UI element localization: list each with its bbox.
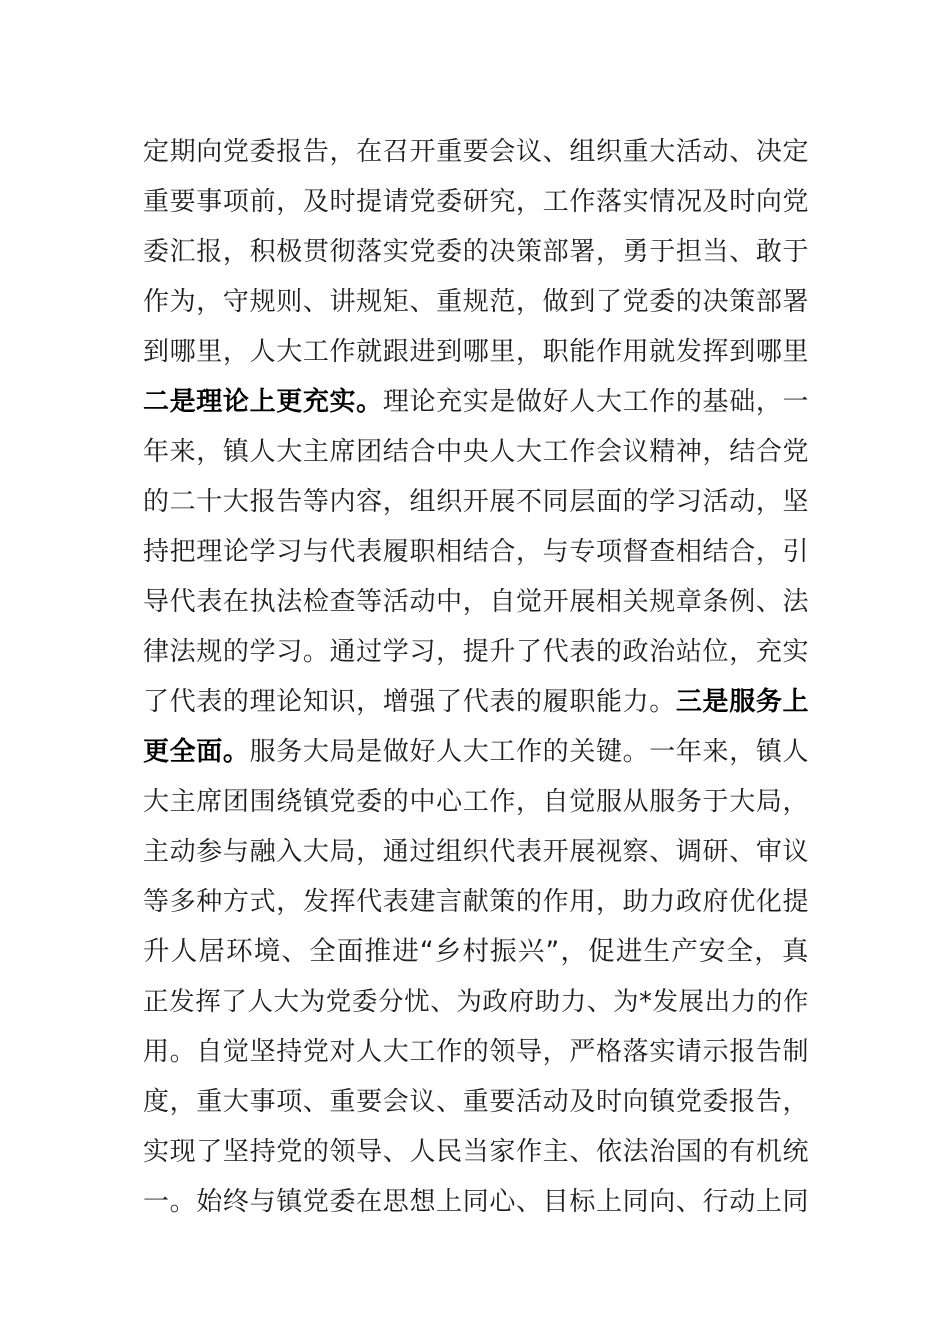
text-line bbox=[143, 127, 809, 177]
bold-heading-run: 三是服务上 bbox=[675, 687, 809, 717]
text-line bbox=[143, 1077, 809, 1127]
text-line bbox=[143, 777, 809, 827]
text-run: 导代表在执法检查等活动中，自觉开展相关规章条例、法 bbox=[143, 587, 809, 617]
text-run: 定期向党委报告，在召开重要会议、组织重大活动、决定 bbox=[143, 137, 809, 167]
text-run: 年来，镇人大主席团结合中央人大工作会议精神，结合党 bbox=[143, 437, 809, 467]
text-line bbox=[143, 227, 809, 277]
text-line bbox=[143, 377, 809, 427]
text-run: 实现了坚持党的领导、人民当家作主、依法治国的有机统 bbox=[143, 1137, 809, 1167]
text-line bbox=[143, 877, 809, 927]
bold-heading-run: 更全面。 bbox=[143, 737, 250, 767]
bold-heading-run: 二是理论上更充实。 bbox=[143, 387, 383, 417]
text-run: 委汇报，积极贯彻落实党委的决策部署，勇于担当、敢于 bbox=[143, 237, 809, 267]
text-run: 理论充实是做好人大工作的基础，一 bbox=[382, 387, 809, 417]
text-line bbox=[143, 677, 809, 727]
text-line bbox=[143, 527, 809, 577]
text-run: 大主席团围绕镇党委的中心工作，自觉服从服务于大局， bbox=[143, 787, 809, 817]
text-run: 律法规的学习。通过学习，提升了代表的政治站位，充实 bbox=[143, 637, 809, 667]
text-line bbox=[143, 727, 809, 777]
text-run: 重要事项前，及时提请党委研究，工作落实情况及时向党 bbox=[143, 187, 809, 217]
text-run: 升人居环境、全面推进“乡村振兴”，促进生产安全，真 bbox=[143, 936, 809, 967]
text-run: 的二十大报告等内容，组织开展不同层面的学习活动，坚 bbox=[143, 487, 809, 517]
body-text bbox=[143, 127, 809, 1227]
text-run: 主动参与融入大局，通过组织代表开展视察、调研、审议 bbox=[143, 837, 809, 867]
text-run: 度，重大事项、重要会议、重要活动及时向镇党委报告， bbox=[143, 1087, 809, 1117]
text-run: 到哪里，人大工作就跟进到哪里，职能作用就发挥到哪里 bbox=[143, 337, 809, 367]
text-run: 用。自觉坚持党对人大工作的领导，严格落实请示报告制 bbox=[143, 1037, 809, 1067]
text-line bbox=[143, 477, 809, 527]
text-line bbox=[143, 1177, 809, 1227]
text-line bbox=[143, 427, 809, 477]
text-run: 等多种方式，发挥代表建言献策的作用，助力政府优化提 bbox=[143, 887, 809, 917]
text-line bbox=[143, 327, 809, 377]
text-run: 了代表的理论知识，增强了代表的履职能力。 bbox=[143, 687, 676, 717]
text-line bbox=[143, 177, 809, 227]
text-run: 一。始终与镇党委在思想上同心、目标上同向、行动上同 bbox=[143, 1187, 809, 1217]
text-run: 正发挥了人大为党委分忧、为政府助力、为*发展出力的作 bbox=[143, 987, 809, 1017]
text-line bbox=[143, 927, 809, 977]
text-line bbox=[143, 277, 809, 327]
text-line bbox=[143, 977, 809, 1027]
text-line bbox=[143, 827, 809, 877]
text-run: 作为，守规则、讲规矩、重规范，做到了党委的决策部署 bbox=[143, 287, 809, 317]
text-line bbox=[143, 1127, 809, 1177]
text-run: 持把理论学习与代表履职相结合，与专项督查相结合，引 bbox=[143, 537, 809, 567]
text-line bbox=[143, 577, 809, 627]
text-line bbox=[143, 1027, 809, 1077]
text-run: 服务大局是做好人大工作的关键。一年来，镇人 bbox=[249, 737, 809, 767]
text-line bbox=[143, 627, 809, 677]
